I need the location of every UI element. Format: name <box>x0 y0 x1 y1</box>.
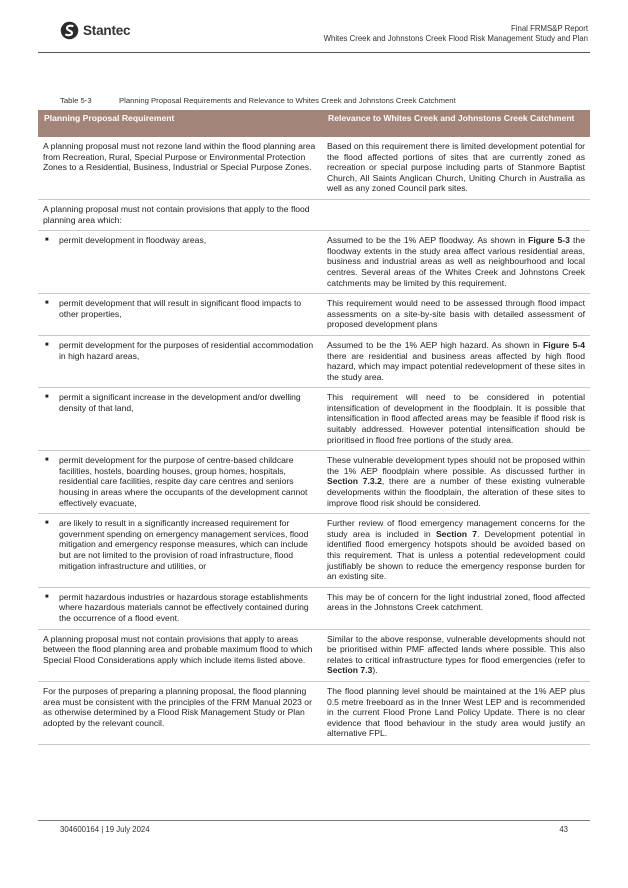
relevance-cell: The flood planning level should be maintained at the 1% AEP plus 0.5 metre freeboard as in the Inner West LEP and is recommended in the current Flood Prone Land Policy Update. There is no clear evidence that flood behaviour in the study area would justify an alternative FPL. <box>322 681 590 744</box>
stantec-logo <box>60 21 130 40</box>
requirement-text: permit a significant increase in the development and/or dwelling density of that land, <box>59 392 301 413</box>
table-caption <box>60 96 456 105</box>
report-subtitle: Whites Creek and Johnstons Creek Flood Risk Management Study and Plan <box>323 34 588 43</box>
relevance-text: there are residential and business areas affected by high flood hazard, which may impact potential redevelopment of these sites in the study area. <box>327 350 585 382</box>
header-requirement: Planning Proposal Requirement <box>38 110 322 137</box>
bullet-icon: ■ <box>45 520 49 527</box>
relevance-text: Further review of flood emergency management concerns for the study area is included in <box>327 518 585 539</box>
table-row <box>38 388 590 451</box>
relevance-cell <box>322 199 590 230</box>
table-title: Planning Proposal Requirements and Relevance to Whites Creek and Johnstons Creek Catchment <box>119 96 456 105</box>
bullet-icon: ■ <box>45 593 49 600</box>
table-row <box>38 199 590 230</box>
page-footer <box>38 820 590 834</box>
requirement-text: permit development for the purposes of residential accommodation in high hazard areas, <box>59 339 314 361</box>
relevance-text: These vulnerable development types should not be proposed within the 1% AEP floodplain where possible. As discussed further in <box>327 455 585 476</box>
relevance-text: Similar to the above response, vulnerable developments should not be prioritised within PMF affected lands where possible. This also relates to critical infrastructure types for flood emergencies (refer to <box>327 633 585 665</box>
relevance-cell <box>322 231 590 294</box>
header-report-info <box>324 24 588 44</box>
bullet-icon: ■ <box>45 394 49 401</box>
table-row <box>38 335 590 387</box>
requirement-cell <box>38 388 322 451</box>
table-header-row <box>38 110 590 137</box>
header-relevance: Relevance to Whites Creek and Johnstons Creek Catchment <box>322 110 590 137</box>
section-reference: Section 7 <box>435 528 478 539</box>
section-reference: Section 7.3 <box>327 665 373 676</box>
requirement-cell: A planning proposal must not contain provisions that apply to the flood planning area which: <box>38 199 322 230</box>
figure-reference: Figure 5-3 <box>528 235 570 246</box>
table-row <box>38 451 590 514</box>
document-reference: 304600164 | 19 July 2024 <box>60 825 150 834</box>
relevance-cell: This may be of concern for the light industrial zoned, flood affected areas in the Johnstons Creek catchment. <box>322 587 590 629</box>
table-number: Table 5-3 <box>60 96 92 105</box>
relevance-text: Assumed to be the 1% AEP floodway. As shown in <box>327 235 529 246</box>
relevance-cell <box>322 451 590 514</box>
stantec-logo-icon <box>60 21 79 40</box>
relevance-cell: This requirement would need to be assessed through flood impact assessments on a site-by-site basis with detailed assessment of proposed development plans <box>322 294 590 336</box>
page-number: 43 <box>559 825 568 834</box>
section-reference: Section 7.3.2 <box>327 476 382 487</box>
requirement-cell <box>38 587 322 629</box>
bullet-icon: ■ <box>45 300 49 307</box>
relevance-cell: This requirement will need to be considered in potential intensification of development in the floodplain. It is possible that intensification in flood affected areas may be feasible if flood risk is suitably addressed. However potential intensification should be prioritised in flood free portions of the study area. <box>322 388 590 451</box>
relevance-text: ). <box>372 665 378 676</box>
requirement-cell <box>38 451 322 514</box>
logo-wordmark: Stantec <box>83 23 131 38</box>
requirement-cell <box>38 335 322 387</box>
requirement-cell: A planning proposal must not rezone land within the flood planning area from Recreation, Rural, Special Purpose or Environmental Protection Zones to a Residential, Business, Industrial or Special Purpose Zones. <box>38 137 322 199</box>
requirement-cell <box>38 294 322 336</box>
requirement-text: permit development that will result in significant flood impacts to other properties, <box>59 298 302 319</box>
table-row <box>38 137 590 199</box>
requirement-text: permit development for the purpose of centre-based childcare facilities, hostels, boarding houses, group homes, hospitals, residential care facilities, respite day care centres and seniors housing in areas where the occupants of the development cannot effectively evacuate, <box>59 455 308 508</box>
figure-reference: Figure 5-4 <box>542 339 585 350</box>
relevance-text: . Development potential in identified flood emergency hotspots should be avoided based on this requirement. That is unless a potential redevelopment could justifiably be shown to reduce the emergency response burden for an existing site. <box>327 528 585 582</box>
requirement-text: permit development in floodway areas, <box>59 235 207 246</box>
table-row <box>38 681 590 744</box>
relevance-cell <box>322 335 590 387</box>
bullet-icon: ■ <box>45 341 49 348</box>
report-title: Final FRMS&P Report <box>511 24 588 33</box>
requirement-cell <box>38 231 322 294</box>
bullet-icon: ■ <box>45 237 49 244</box>
relevance-text: the floodway extents in the study area affect various residential areas, business and industrial areas as well as neighbourhood and local centres. Several areas of the Whites Creek and Johnstons Creek catchments may be limited by this requirement. <box>327 235 585 288</box>
table-row <box>38 629 590 681</box>
requirement-text: are likely to result in a significantly increased requirement for government spending on emergency management services, flood mitigation and emergency response measures, which can include but are not limited to the provision of road infrastructure, flood mitigation infrastructure and utilities, or <box>59 518 309 571</box>
relevance-cell <box>322 514 590 588</box>
page-header <box>38 18 590 53</box>
relevance-text: Assumed to be the 1% AEP high hazard. As shown in <box>327 339 543 350</box>
table-row <box>38 294 590 336</box>
relevance-cell: Based on this requirement there is limited development potential for the flood affected portions of sites that are currently zoned as recreation or special purpose including parts of Stanmore Baptist Church, All Saints Anglican Church, Uniting Church in Australia as well as any zoned Council park sites. <box>322 137 590 199</box>
requirement-cell <box>38 514 322 588</box>
planning-proposal-table <box>38 110 590 745</box>
requirement-cell: A planning proposal must not contain provisions that apply to areas between the flood planning area and probable maximum flood to which Special Flood Considerations apply which include items listed above. <box>38 629 322 681</box>
bullet-icon: ■ <box>45 457 49 464</box>
requirement-text: permit hazardous industries or hazardous storage establishments where hazardous materials cannot be effectively contained during the occurrence of a flood event. <box>59 591 309 623</box>
relevance-text: , there are a number of these existing vulnerable developments within the floodplain, the alteration of these sites to improve flood risk should be considered. <box>327 476 585 508</box>
table-row <box>38 514 590 588</box>
table-row <box>38 231 590 294</box>
table-row <box>38 587 590 629</box>
relevance-cell <box>322 629 590 681</box>
requirement-cell: For the purposes of preparing a planning proposal, the flood planning area must be consistent with the principles of the FRM Manual 2023 or as otherwise determined by a Flood Risk Management Study or Plan adopted by the relevant council. <box>38 681 322 744</box>
